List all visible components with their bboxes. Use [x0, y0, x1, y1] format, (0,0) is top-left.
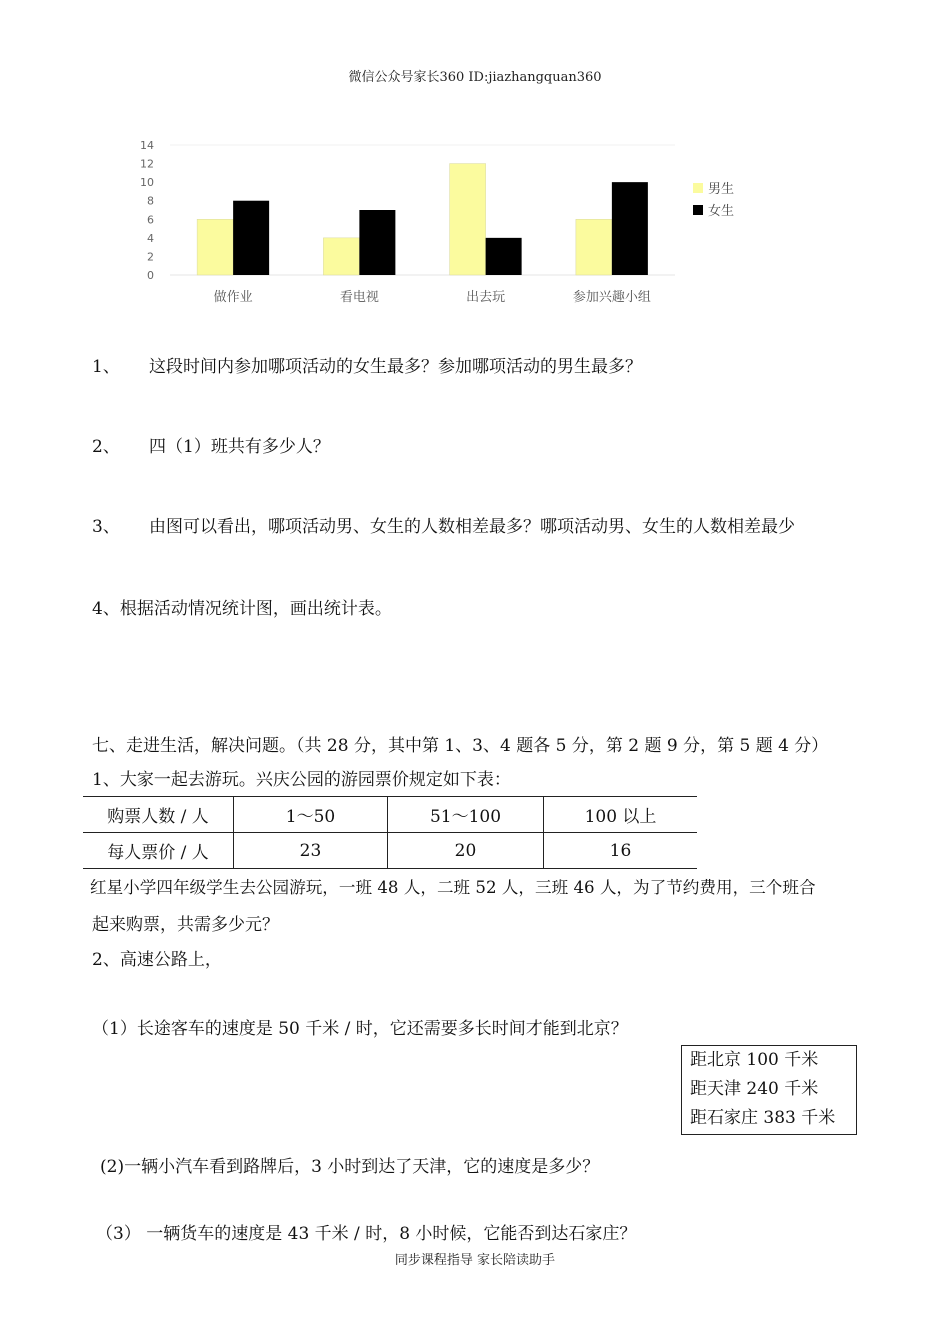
bar-chart: [130, 110, 770, 315]
legend-swatch: [693, 205, 703, 215]
x-tick-label: 出去玩: [466, 290, 506, 305]
bar-女生: [612, 182, 648, 275]
table-cell: 20: [388, 833, 544, 869]
legend-label: 女生: [708, 204, 735, 219]
section-7-q1-intro: 1、大家一起去游玩。兴庆公园的游园票价规定如下表：: [92, 770, 511, 790]
table-row: [83, 797, 697, 833]
table-cell: 购票人数 / 人: [83, 797, 234, 833]
question-3: [92, 512, 795, 537]
y-tick-label: 0: [147, 269, 154, 282]
y-tick-label: 8: [147, 194, 154, 208]
section-7-q2-intro: 2、高速公路上，: [92, 950, 222, 970]
x-tick-label: 看电视: [339, 290, 379, 305]
page-footer: 同步课程指导 家长陪读助手: [394, 1253, 556, 1268]
section-7-title: 七、走进生活，解决问题。（共 28 分，其中第 1、3、4 题各 5 分，第 2 题 9 分，第 5 题 4 分）: [92, 736, 829, 756]
question-number: 1、: [92, 357, 120, 377]
x-tick-label: 参加兴趣小组: [572, 290, 651, 305]
bar-女生: [486, 238, 522, 275]
question-text: 这段时间内参加哪项活动的女生最多？参加哪项活动的男生最多？: [149, 357, 642, 377]
bar-男生: [576, 219, 612, 275]
bar-女生: [233, 201, 269, 275]
section-7-q2-2: (2)一辆小汽车看到路牌后，3 小时到达了天津，它的速度是多少？: [100, 1157, 600, 1177]
section-7-q1-line2: 起来购票，共需多少元？: [92, 915, 279, 935]
table-cell: 每人票价 / 人: [83, 833, 234, 869]
bar-男生: [323, 238, 359, 275]
x-tick-label: 做作业: [213, 290, 253, 305]
table-cell: 23: [234, 833, 388, 869]
y-tick-label: 10: [140, 176, 154, 190]
table-cell: 1～50: [234, 797, 388, 833]
question-text: 四（1）班共有多少人？: [149, 437, 330, 457]
table-cell: 100 以上: [544, 797, 698, 833]
section-7-q2-1: （1）长途客车的速度是 50 千米 / 时，它还需要多长时间才能到北京？: [92, 1019, 628, 1039]
sign-line: 距北京 100 千米: [690, 1050, 819, 1070]
ticket-price-table: [83, 796, 697, 869]
page-header: 微信公众号家长360 ID:jiazhangquan360: [348, 70, 602, 85]
y-tick-label: 4: [147, 231, 154, 245]
legend-swatch: [693, 183, 703, 193]
sign-line: 距石家庄 383 千米: [690, 1108, 836, 1128]
legend-label: 男生: [708, 182, 735, 197]
y-tick-label: 6: [147, 213, 154, 227]
bar-男生: [450, 164, 486, 275]
question-number: 2、: [92, 437, 120, 457]
y-tick-label: 12: [140, 157, 154, 171]
question-4: 4、根据活动情况统计图，画出统计表。: [92, 599, 392, 619]
section-7-q1-line1: 红星小学四年级学生去公园游玩，一班 48 人，二班 52 人，三班 46 人，为了节约费用，三个班合: [90, 878, 816, 897]
table-cell: 16: [544, 833, 698, 869]
sign-line: 距天津 240 千米: [690, 1079, 819, 1099]
question-number: 3、: [92, 517, 120, 537]
question-1: [92, 352, 642, 377]
table-cell: 51～100: [388, 797, 544, 833]
section-7-q2-3: （3） 一辆货车的速度是 43 千米 / 时，8 小时候，它能否到达石家庄？: [96, 1224, 637, 1244]
y-tick-label: 14: [140, 139, 154, 152]
road-sign-box: [681, 1045, 857, 1135]
question-text: 由图可以看出，哪项活动男、女生的人数相差最多？哪项活动男、女生的人数相差最少: [149, 517, 795, 537]
bar-女生: [359, 210, 395, 275]
bar-男生: [197, 219, 233, 275]
table-row: [83, 833, 697, 869]
y-tick-label: 2: [147, 250, 154, 264]
question-2: [92, 432, 330, 457]
